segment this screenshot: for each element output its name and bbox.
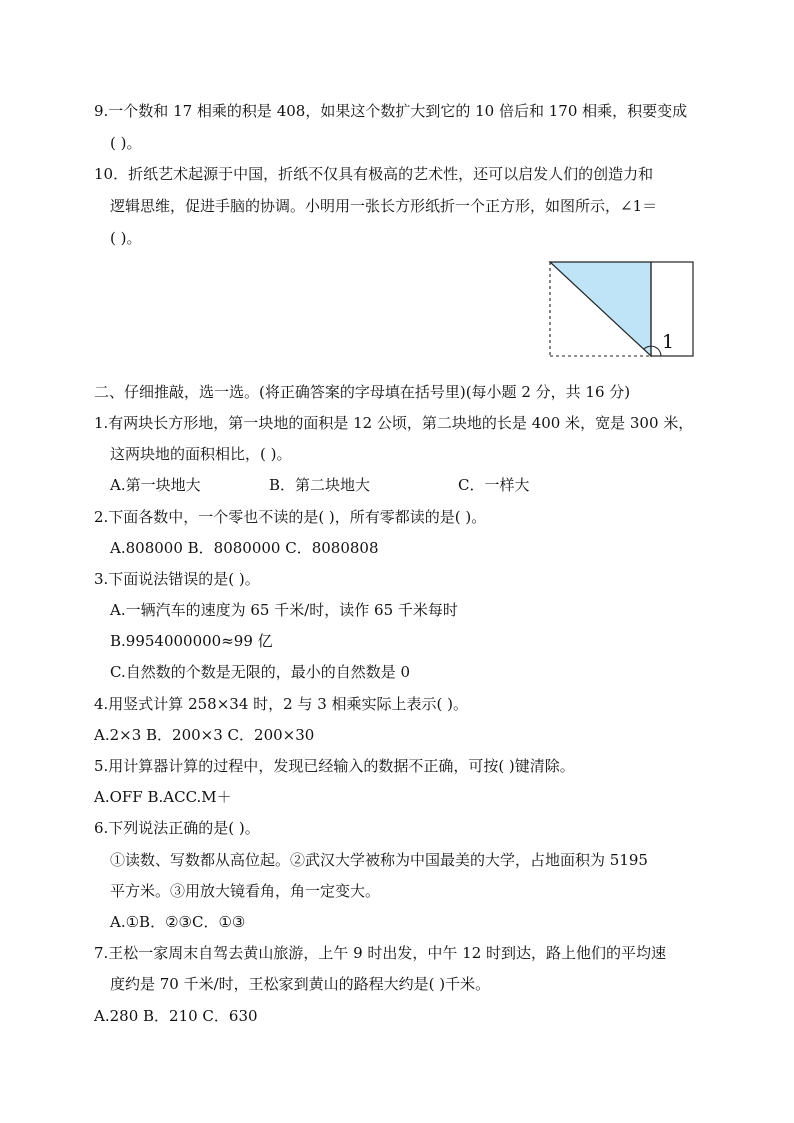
section-two-heading: 二、仔细推敲，选一选。(将正确答案的字母填在括号里)(每小题 2 分，共 16 分) bbox=[94, 383, 631, 401]
q10-text-line3: ( )。 bbox=[110, 229, 142, 247]
q9-text-line2: ( )。 bbox=[110, 134, 142, 152]
mc1-option-a: A.第一块地大 bbox=[110, 476, 201, 494]
mc5-text: 5.用计算器计算的过程中，发现已经输入的数据不正确，可按( )键清除。 bbox=[94, 757, 575, 775]
mc4-options: A.2×3 B．200×3 C．200×30 bbox=[94, 726, 315, 744]
mc7-text-line1: 7.王松一家周末自驾去黄山旅游，上午 9 时出发，中午 12 时到达，路上他们的平均速 bbox=[94, 944, 667, 962]
mc3-option-b: B.9954000000≈99 亿 bbox=[110, 632, 273, 650]
mc2-text: 2.下面各数中，一个零也不读的是( )，所有零都读的是( )。 bbox=[94, 508, 487, 526]
mc3-text: 3.下面说法错误的是( )。 bbox=[94, 570, 260, 588]
mc4-text: 4.用竖式计算 258×34 时，2 与 3 相乘实际上表示( )。 bbox=[94, 695, 468, 713]
q10-text-line2: 逻辑思维，促进手脑的协调。小明用一张长方形纸折一个正方形，如图所示，∠1＝ bbox=[110, 197, 658, 215]
mc1-text-line2: 这两块地的面积相比，( )。 bbox=[110, 445, 292, 463]
mc1-text-line1: 1.有两块长方形地，第一块地的面积是 12 公顷，第二块地的长是 400 米，宽是 300 米， bbox=[94, 414, 694, 432]
mc6-text: 6.下列说法正确的是( )。 bbox=[94, 819, 260, 837]
folded-triangle bbox=[550, 262, 651, 356]
mc7-options: A.280 B．210 C．630 bbox=[94, 1007, 258, 1025]
mc2-options: A.808000 B．8080000 C．8080808 bbox=[110, 539, 379, 557]
mc3-option-a: A.一辆汽车的速度为 65 千米/时，读作 65 千米每时 bbox=[110, 601, 458, 619]
mc1-option-b: B．第二块地大 bbox=[269, 476, 371, 494]
mc3-option-c: C.自然数的个数是无限的，最小的自然数是 0 bbox=[110, 663, 411, 681]
q9-text-line1: 9.一个数和 17 相乘的积是 408，如果这个数扩大到它的 10 倍后和 170 相乘，积要变成 bbox=[94, 102, 688, 120]
mc7-text-line2: 度约是 70 千米/时，王松家到黄山的路程大约是( )千米。 bbox=[110, 975, 491, 993]
q10-text-line1: 10．折纸艺术起源于中国，折纸不仅具有极高的艺术性，还可以启发人们的创造力和 bbox=[94, 165, 654, 183]
mc6-options: A.①B．②③C．①③ bbox=[110, 913, 246, 931]
mc6-statements-line2: 平方米。③用放大镜看角，角一定变大。 bbox=[110, 882, 381, 900]
angle-label: 1 bbox=[662, 331, 675, 353]
mc1-option-c: C．一样大 bbox=[458, 476, 530, 494]
folded-paper-figure bbox=[545, 258, 697, 366]
mc6-statements-line1: ①读数、写数都从高位起。②武汉大学被称为中国最美的大学，占地面积为 5195 bbox=[110, 851, 648, 869]
mc5-options: A.OFF B.ACC.M＋ bbox=[94, 788, 232, 806]
